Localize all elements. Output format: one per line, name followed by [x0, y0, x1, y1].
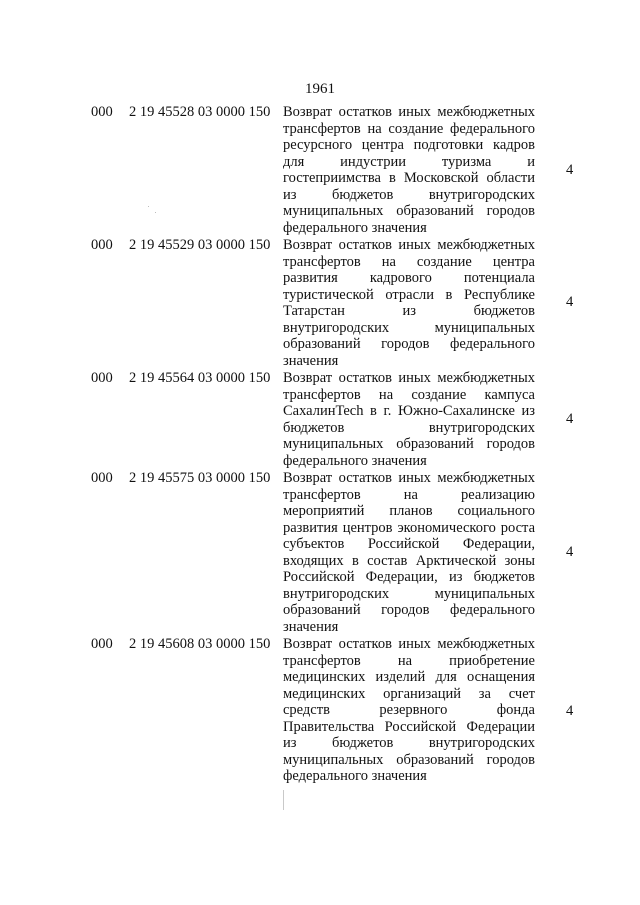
row-description: Возврат остатков иных межбюджетных трансфертов на создание федерального ресурсного центра подготовки кадров для индустрии туризма и гостеприимства в Московской области из бюджетов внутригородских муниципальных образований городов федерального значения	[283, 104, 535, 236]
budget-code: 2 19 45528 03 0000 150	[129, 104, 271, 120]
scan-rule-line	[283, 790, 284, 810]
column-number: 4	[566, 703, 574, 719]
row-description: Возврат остатков иных межбюджетных трансфертов на создание кампуса СахалинTech в г. Южно-Сахалинске из бюджетов внутригородских муниципальных образований городов федерального значения	[283, 370, 535, 469]
column-number: 4	[566, 411, 574, 427]
scan-speck	[155, 212, 156, 213]
row-description: Возврат остатков иных межбюджетных трансфертов на реализацию мероприятий планов социального развития центров экономического роста субъектов Российской Федерации, входящих в состав Арктической зоны Российской Федерации, из бюджетов внутригородских муниципальных образований городов федерального значения	[283, 470, 535, 635]
budget-code: 2 19 45529 03 0000 150	[129, 237, 271, 253]
admin-code: 000	[91, 237, 113, 253]
scan-speck	[148, 206, 149, 207]
column-number: 4	[566, 544, 574, 560]
admin-code: 000	[91, 104, 113, 120]
column-number: 4	[566, 162, 574, 178]
page-number: 1961	[305, 81, 335, 97]
row-description: Возврат остатков иных межбюджетных трансфертов на приобретение медицинских изделий для оснащения медицинских организаций за счет средств резервного фонда Правительства Российской Федерации из бюджетов внутригородских муниципальных образований городов федерального значения	[283, 636, 535, 784]
admin-code: 000	[91, 470, 113, 486]
row-description: Возврат остатков иных межбюджетных трансфертов на создание центра развития кадрового потенциала туристической отрасли в Республике Татарстан из бюджетов внутригородских муниципальных образований городов федерального значения	[283, 237, 535, 369]
budget-code: 2 19 45564 03 0000 150	[129, 370, 271, 386]
admin-code: 000	[91, 370, 113, 386]
admin-code: 000	[91, 636, 113, 652]
budget-code: 2 19 45575 03 0000 150	[129, 470, 271, 486]
budget-code: 2 19 45608 03 0000 150	[129, 636, 271, 652]
column-number: 4	[566, 294, 574, 310]
